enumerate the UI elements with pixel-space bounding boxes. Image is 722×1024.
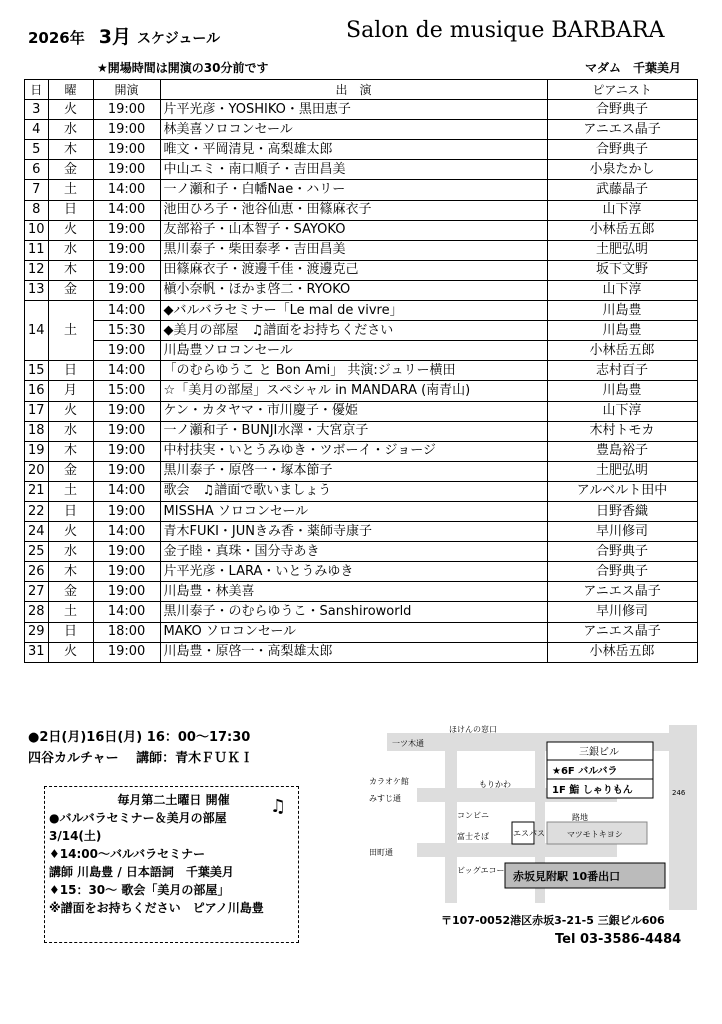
cell-day: 16: [25, 381, 49, 401]
cell-day: 24: [25, 522, 49, 542]
cell-pianist: アニエス晶子: [547, 622, 697, 642]
cell-pianist: 小林岳五郎: [547, 341, 697, 361]
schedule-table: [24, 79, 698, 663]
table-row: [25, 140, 698, 160]
cell-performers: 歌会 ♫譜面で歌いましょう: [160, 481, 547, 501]
map-label-convenience: コンビニ: [457, 811, 489, 820]
cell-time: 19:00: [93, 562, 160, 582]
cell-time: 19:00: [93, 240, 160, 260]
cell-day: 25: [25, 542, 49, 562]
cell-time: 19:00: [93, 501, 160, 521]
table-row: [25, 401, 698, 421]
cell-day: 13: [25, 280, 49, 300]
cell-dow: 日: [48, 361, 93, 381]
cell-day: 6: [25, 160, 49, 180]
map-label-karaoke: カラオケ館: [369, 777, 409, 786]
road-vertical-right: [669, 725, 697, 910]
seminar-date: 3/14(土): [49, 829, 102, 843]
cell-pianist: アニエス晶子: [547, 582, 697, 602]
music-notes-icon: ♫: [270, 796, 287, 817]
cell-performers: 田篠麻衣子・渡邊千佳・渡邊克己: [160, 260, 547, 280]
cell-dow: 木: [48, 562, 93, 582]
cell-pianist: 土肥弘明: [547, 240, 697, 260]
map-label-building: 三銀ビル: [579, 747, 619, 758]
cell-pianist: 川島豊: [547, 321, 697, 341]
cell-performers: 川島豊・林美喜: [160, 582, 547, 602]
cell-time: 19:00: [93, 160, 160, 180]
cell-day: 28: [25, 602, 49, 622]
cell-pianist: アルベルト田中: [547, 481, 697, 501]
cell-time: 14:00: [93, 361, 160, 381]
cell-dow: 火: [48, 401, 93, 421]
cell-pianist: 山下淳: [547, 200, 697, 220]
cell-dow: 水: [48, 120, 93, 140]
cell-dow: 木: [48, 140, 93, 160]
cell-performers: 黒川泰子・柴田泰孝・吉田昌美: [160, 240, 547, 260]
table-row: [25, 341, 698, 361]
lecture-info: [28, 726, 253, 766]
cell-time: 19:00: [93, 461, 160, 481]
table-row: [25, 260, 698, 280]
cell-time: 14:00: [93, 522, 160, 542]
cell-day: 14: [25, 301, 49, 361]
cell-time: 19:00: [93, 642, 160, 662]
table-row: [25, 421, 698, 441]
table-row: [25, 622, 698, 642]
table-row: [25, 522, 698, 542]
cell-dow: 土: [48, 301, 93, 361]
cell-pianist: 川島豊: [547, 301, 697, 321]
telephone: Tel 03-3586-4484: [555, 932, 682, 947]
seminar-box: [44, 786, 299, 943]
cell-performers: 池田ひろ子・池谷仙恵・田篠麻衣子: [160, 200, 547, 220]
cell-pianist: 山下淳: [547, 280, 697, 300]
cell-dow: 日: [48, 622, 93, 642]
map-label-matsumoto: マツモトキヨシ: [567, 830, 623, 839]
cell-time: 19:00: [93, 341, 160, 361]
cell-time: 18:00: [93, 622, 160, 642]
map-label-hoken: ほけんの窓口: [449, 725, 497, 734]
cell-performers: 一ノ瀬和子・BUNJI水澤・大宮京子: [160, 421, 547, 441]
table-row: [25, 200, 698, 220]
opening-notice: ★開場時間は開演の30分前です: [97, 61, 269, 75]
table-row: [25, 220, 698, 240]
cell-day: 8: [25, 200, 49, 220]
salon-name: Salon de musique BARBARA: [346, 18, 665, 43]
cell-dow: 木: [48, 441, 93, 461]
table-row: [25, 381, 698, 401]
cell-performers: 川島豊・原啓一・高梨雄太郎: [160, 642, 547, 662]
cell-performers: 黒川泰子・のむらゆうこ・Sanshiroworld: [160, 602, 547, 622]
cell-performers: 中村扶実・いとうみゆき・ツボーイ・ジョージ: [160, 441, 547, 461]
cell-pianist: 合野典子: [547, 100, 697, 120]
cell-time: 19:00: [93, 220, 160, 240]
seminar-item1b: 講師 川島豊 / 日本語詞 千葉美月: [49, 865, 234, 879]
year-label: 2026年: [28, 29, 85, 47]
cell-time: 19:00: [93, 280, 160, 300]
seminar-item2: ♦15：30～ 歌会「美月の部屋」: [49, 883, 230, 897]
map-label-floor1: 1F 鮨 しゃりもん: [552, 785, 633, 796]
lecture-date: ●2日(月)16日(月) 16：00～17:30: [28, 730, 251, 745]
header-time: 開演: [93, 80, 160, 100]
month-label: 3月: [98, 26, 131, 48]
cell-time: 19:00: [93, 582, 160, 602]
cell-performers: 一ノ瀬和子・白幡Nae・ハリー: [160, 180, 547, 200]
cell-day: 21: [25, 481, 49, 501]
table-row: [25, 321, 698, 341]
map-label-bigecho: ビッグエコー: [457, 866, 505, 875]
seminar-item1: ♦14:00～バルバラセミナー: [49, 847, 206, 861]
table-row: [25, 240, 698, 260]
cell-performers: 川島豊ソロコンセール: [160, 341, 547, 361]
table-row: [25, 301, 698, 321]
cell-dow: 火: [48, 522, 93, 542]
cell-dow: 火: [48, 642, 93, 662]
cell-time: 19:00: [93, 542, 160, 562]
map-label-misuji: みすじ通: [369, 794, 401, 803]
lecture-venue: 四谷カルチャー 講師：青木ＦＵＫＩ: [28, 751, 254, 766]
cell-pianist: 豊島裕子: [547, 441, 697, 461]
cell-pianist: 木村トモカ: [547, 421, 697, 441]
cell-pianist: 山下淳: [547, 401, 697, 421]
table-row: [25, 180, 698, 200]
table-row: [25, 160, 698, 180]
map-label-tamachi: 田町通: [369, 848, 393, 857]
cell-performers: 片平光彦・LARA・いとうみゆき: [160, 562, 547, 582]
cell-time: 19:00: [93, 140, 160, 160]
cell-performers: 「のむらゆうこ と Bon Ami」 共演:ジュリー横田: [160, 361, 547, 381]
cell-pianist: 小泉たかし: [547, 160, 697, 180]
schedule-label: スケジュール: [136, 31, 221, 47]
map-label-station: 赤坂見附駅 10番出口: [513, 870, 621, 883]
cell-day: 5: [25, 140, 49, 160]
cell-time: 19:00: [93, 441, 160, 461]
cell-dow: 日: [48, 501, 93, 521]
cell-dow: 金: [48, 160, 93, 180]
cell-performers: MAKO ソロコンセール: [160, 622, 547, 642]
cell-dow: 水: [48, 240, 93, 260]
map-label-fujisoba: 富士そば: [457, 832, 489, 841]
cell-performers: 唯文・平岡清見・高梨雄太郎: [160, 140, 547, 160]
table-row: [25, 542, 698, 562]
cell-pianist: 早川修司: [547, 522, 697, 542]
cell-performers: ☆「美月の部屋」スペシャル in MANDARA (南青山): [160, 381, 547, 401]
cell-performers: 槇小奈帆・ほかま啓二・RYOKO: [160, 280, 547, 300]
cell-day: 15: [25, 361, 49, 381]
cell-day: 17: [25, 401, 49, 421]
map-label-morikawa: もりかわ: [479, 780, 511, 789]
cell-pianist: 日野香織: [547, 501, 697, 521]
cell-performers: 林美喜ソロコンセール: [160, 120, 547, 140]
cell-day: 7: [25, 180, 49, 200]
road-vertical-left: [445, 733, 457, 903]
cell-dow: 土: [48, 602, 93, 622]
cell-performers: ◆バルバラセミナー「Le mal de vivre」: [160, 301, 547, 321]
cell-day: 18: [25, 421, 49, 441]
cell-performers: 友部裕子・山本智子・SAYOKO: [160, 220, 547, 240]
table-row: [25, 481, 698, 501]
cell-pianist: 坂下文野: [547, 260, 697, 280]
cell-time: 14:00: [93, 180, 160, 200]
map-label-alley: 路地: [572, 813, 588, 822]
cell-time: 14:00: [93, 200, 160, 220]
cell-day: 22: [25, 501, 49, 521]
cell-dow: 火: [48, 100, 93, 120]
seminar-name: ●バルバラセミナー＆美月の部屋: [49, 811, 227, 825]
cell-day: 31: [25, 642, 49, 662]
cell-time: 19:00: [93, 401, 160, 421]
header-performers: 出 演: [160, 80, 547, 100]
cell-pianist: 小林岳五郎: [547, 220, 697, 240]
table-header-row: [25, 80, 698, 100]
cell-performers: ◆美月の部屋 ♫譜面をお持ちください: [160, 321, 547, 341]
header-day: 日: [25, 80, 49, 100]
cell-pianist: 志村百子: [547, 361, 697, 381]
cell-dow: 日: [48, 200, 93, 220]
cell-day: 26: [25, 562, 49, 582]
access-map: [357, 725, 697, 910]
cell-dow: 土: [48, 180, 93, 200]
schedule-body: [25, 80, 698, 663]
cell-time: 19:00: [93, 100, 160, 120]
cell-pianist: 合野典子: [547, 140, 697, 160]
cell-day: 19: [25, 441, 49, 461]
table-row: [25, 501, 698, 521]
madam-label: マダム 千葉美月: [585, 61, 682, 75]
cell-day: 4: [25, 120, 49, 140]
cell-performers: 中山エミ・南口順子・吉田昌美: [160, 160, 547, 180]
cell-pianist: 土肥弘明: [547, 461, 697, 481]
cell-performers: MISSHA ソロコンセール: [160, 501, 547, 521]
table-row: [25, 280, 698, 300]
cell-time: 19:00: [93, 120, 160, 140]
cell-dow: 月: [48, 381, 93, 401]
header-dow: 曜: [48, 80, 93, 100]
cell-day: 12: [25, 260, 49, 280]
address: 〒107-0052港区赤坂3-21-5 三銀ビル606: [441, 914, 665, 927]
cell-time: 14:00: [93, 481, 160, 501]
map-label-route: 246: [672, 789, 686, 797]
table-row: [25, 461, 698, 481]
map-label-hitotsugi: 一ツ木通: [392, 739, 424, 748]
seminar-title: 毎月第二土曜日 開催: [117, 793, 230, 807]
table-row: [25, 441, 698, 461]
cell-pianist: 合野典子: [547, 542, 697, 562]
cell-time: 14:00: [93, 602, 160, 622]
cell-dow: 金: [48, 582, 93, 602]
cell-time: 15:30: [93, 321, 160, 341]
header-pianist: ピアニスト: [547, 80, 697, 100]
table-row: [25, 100, 698, 120]
schedule-title: [28, 22, 220, 49]
cell-pianist: 小林岳五郎: [547, 642, 697, 662]
seminar-note: ※譜面をお持ちください ピアノ川島豊: [49, 901, 264, 915]
cell-time: 15:00: [93, 381, 160, 401]
cell-pianist: 合野典子: [547, 562, 697, 582]
cell-dow: 木: [48, 260, 93, 280]
cell-dow: 火: [48, 220, 93, 240]
table-row: [25, 642, 698, 662]
table-row: [25, 361, 698, 381]
cell-performers: 黒川泰子・原啓一・塚本節子: [160, 461, 547, 481]
cell-performers: 金子睦・真珠・国分寺あき: [160, 542, 547, 562]
map-label-floor6: ★6F バルバラ: [552, 766, 618, 777]
cell-pianist: アニエス晶子: [547, 120, 697, 140]
cell-performers: 青木FUKI・JUNきみ香・薬師寺康子: [160, 522, 547, 542]
map-label-excelsior: エスパス: [513, 829, 545, 838]
cell-time: 14:00: [93, 301, 160, 321]
cell-performers: 片平光彦・YOSHIKO・黒田恵子: [160, 100, 547, 120]
cell-time: 19:00: [93, 260, 160, 280]
cell-day: 10: [25, 220, 49, 240]
cell-dow: 金: [48, 461, 93, 481]
cell-performers: ケン・カタヤマ・市川慶子・優姫: [160, 401, 547, 421]
cell-day: 3: [25, 100, 49, 120]
cell-day: 27: [25, 582, 49, 602]
table-row: [25, 582, 698, 602]
cell-pianist: 武藤晶子: [547, 180, 697, 200]
cell-time: 19:00: [93, 421, 160, 441]
table-row: [25, 120, 698, 140]
cell-day: 11: [25, 240, 49, 260]
cell-dow: 土: [48, 481, 93, 501]
cell-pianist: 川島豊: [547, 381, 697, 401]
cell-dow: 金: [48, 280, 93, 300]
cell-dow: 水: [48, 421, 93, 441]
table-row: [25, 602, 698, 622]
cell-pianist: 早川修司: [547, 602, 697, 622]
table-row: [25, 562, 698, 582]
cell-day: 29: [25, 622, 49, 642]
cell-dow: 水: [48, 542, 93, 562]
cell-day: 20: [25, 461, 49, 481]
